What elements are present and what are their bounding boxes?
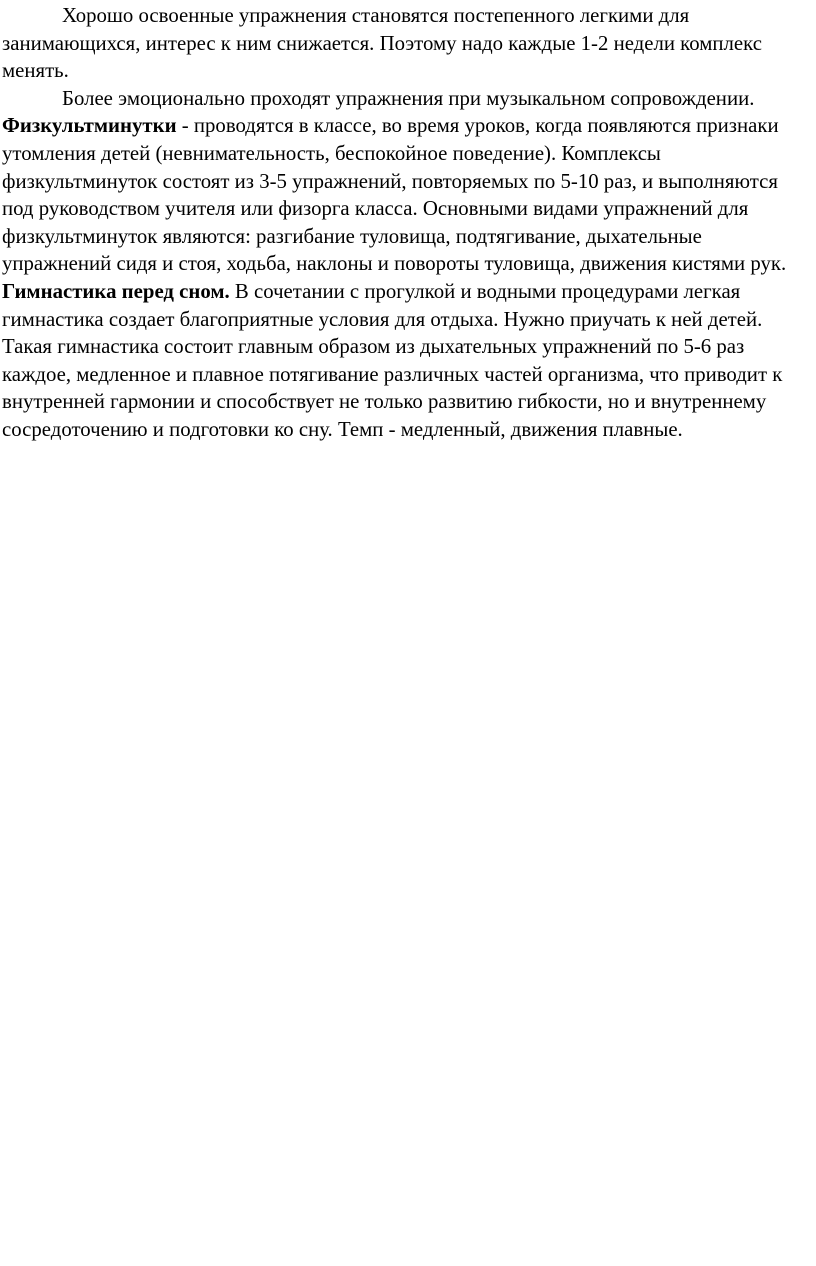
paragraph-bedtime-gymnastics (2, 278, 814, 444)
paragraph-text: В сочетании с прогулкой и водными процедурами легкая гимнастика создает благоприятные условия для отдыха. Нужно приучать к ней детей. Такая гимнастика состоит главным образом из дыхательных упражнений по 5-6 раз каждое, медленное и плавное потягивание различных частей организма, что приводит к внутренней гармонии и способствует не только развитию гибкости, но и внутреннему сосредоточению и подготовки ко сну. Темп - медленный, движения плавные. (2, 279, 783, 441)
term-fizkultminutki: Физкультминутки (2, 114, 177, 138)
document-page (2, 2, 814, 444)
paragraph-music-accompaniment (2, 85, 814, 113)
paragraph-text: - проводятся в классе, во время уроков, когда появляются признаки утомления детей (невнимательность, беспокойное поведение). Комплексы физкультминуток состоят из 3-5 упражнений, повторяемых по 5-10 раз, и выполняются под руководством учителя или физорга класса. Основными видами упражнений для физкультминуток являются: разгибание туловища, подтягивание, дыхательные упражнений сидя и стоя, ходьба, наклоны и повороты туловища, движения кистями рук. (2, 114, 787, 276)
term-bedtime-gymnastics: Гимнастика перед сном. (2, 279, 230, 303)
paragraph-text: Более эмоционально проходят упражнения при музыкальном сопровождении. (62, 86, 755, 110)
paragraph-fizkultminutki (2, 112, 814, 278)
paragraph-exercise-rotation (2, 2, 814, 85)
paragraph-text: Хорошо освоенные упражнения становятся постепенного легкими для занимающихся, интерес к ним снижается. Поэтому надо каждые 1-2 недели комплекс менять. (2, 4, 762, 83)
